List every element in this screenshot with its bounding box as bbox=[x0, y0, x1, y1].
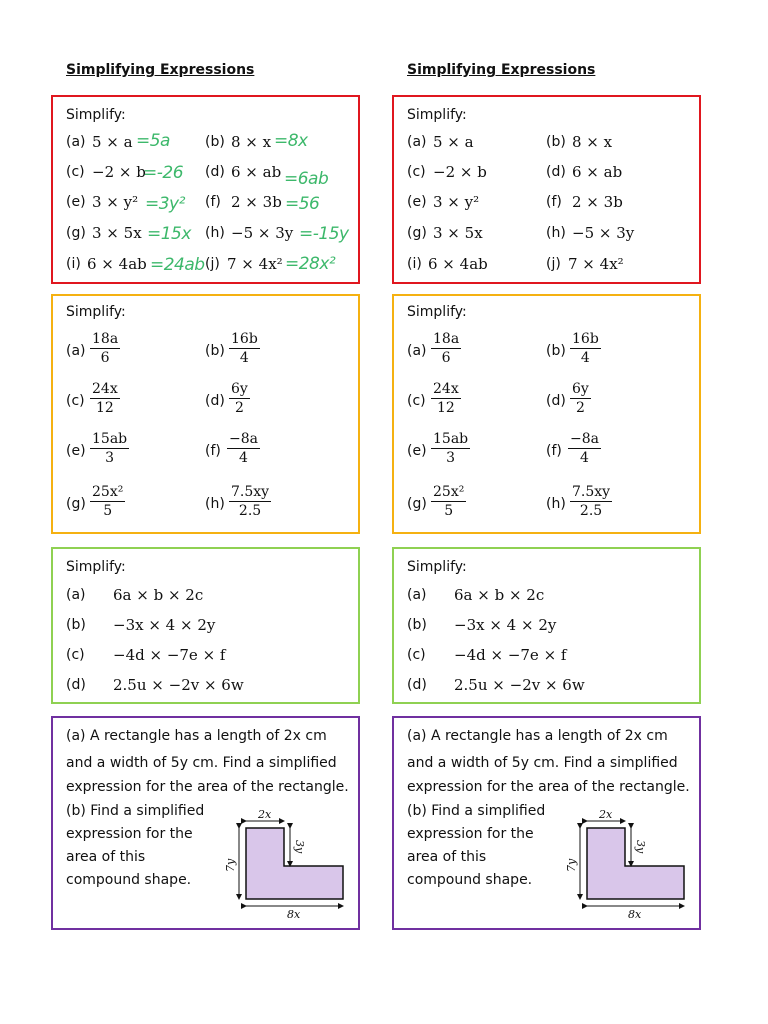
q1j-label: (j) bbox=[546, 256, 561, 272]
q1c-expr: −2 × b bbox=[92, 163, 146, 181]
q3a-expr: 6a × b × 2c bbox=[454, 586, 545, 604]
q1i-label: (i) bbox=[407, 256, 422, 272]
q2b-fraction: $\frac{16b}{4}$ bbox=[572, 331, 599, 366]
dim-top-label: 2x bbox=[258, 808, 272, 821]
prompt: Simplify: bbox=[66, 559, 126, 575]
q3c-label: (c) bbox=[407, 647, 426, 663]
q2h-fraction: $\frac{7.5xy}{2.5}$ bbox=[572, 484, 611, 519]
prompt: Simplify: bbox=[407, 304, 467, 320]
q1i-expr: 6 × 4ab bbox=[87, 255, 147, 273]
area-text-b: (b) Find a simplified expression for the area of this compound shape. bbox=[407, 803, 546, 888]
q1i-expr: 6 × 4ab bbox=[428, 255, 488, 273]
q1d-expr: 6 × ab bbox=[572, 163, 623, 181]
q2e-label: (e) bbox=[407, 443, 427, 459]
prompt: Simplify: bbox=[407, 559, 467, 575]
compound-shape-diagram bbox=[561, 808, 696, 923]
q1e-label: (e) bbox=[407, 194, 427, 210]
q1h-answer: =-15y bbox=[299, 224, 349, 244]
q2g-fraction: $\frac{\text{25x²}}{5}$ bbox=[92, 484, 124, 519]
q1a-answer: =5a bbox=[136, 131, 170, 151]
q3c-expr: −4d × −7e × f bbox=[454, 646, 567, 664]
dim-top-label: 2x bbox=[599, 808, 613, 821]
q1b-label: (b) bbox=[205, 134, 225, 150]
prompt: Simplify: bbox=[407, 107, 467, 123]
dim-bottom-label: 8x bbox=[628, 908, 642, 921]
q1h-label: (h) bbox=[546, 225, 566, 241]
q1e-expr: 3 × y² bbox=[433, 193, 480, 211]
q1f-answer: =56 bbox=[285, 194, 320, 214]
dim-bottom-label: 8x bbox=[287, 908, 301, 921]
q2d-fraction: $\frac{6y}{2}$ bbox=[572, 381, 589, 416]
q2h-label: (h) bbox=[546, 496, 566, 512]
q1i-label: (i) bbox=[66, 256, 81, 272]
q3a-expr: 6a × b × 2c bbox=[113, 586, 204, 604]
q1d-label: (d) bbox=[205, 164, 225, 180]
q2h-fraction: $\frac{7.5xy}{2.5}$ bbox=[231, 484, 270, 519]
q1a-label: (a) bbox=[66, 134, 86, 150]
q2d-fraction: $\frac{6y}{2}$ bbox=[231, 381, 248, 416]
q3b-label: (b) bbox=[66, 617, 86, 633]
q2a-fraction: $\frac{18a}{6}$ bbox=[92, 331, 119, 366]
prompt: Simplify: bbox=[66, 304, 126, 320]
q1j-expr: 7 × 4x² bbox=[227, 255, 283, 273]
q2g-label: (g) bbox=[407, 496, 427, 512]
q1e-label: (e) bbox=[66, 194, 86, 210]
q1d-label: (d) bbox=[546, 164, 566, 180]
q1g-label: (g) bbox=[407, 225, 427, 241]
q2g-fraction: $\frac{\text{25x²}}{5}$ bbox=[433, 484, 465, 519]
q1d-answer: =6ab bbox=[284, 169, 329, 189]
q3d-label: (d) bbox=[407, 677, 427, 693]
q2d-label: (d) bbox=[205, 393, 225, 409]
dim-right-label: 3y bbox=[293, 840, 306, 854]
q1h-expr: −5 × 3y bbox=[572, 224, 635, 242]
q1b-expr: 8 × x bbox=[231, 133, 272, 151]
l-shape bbox=[587, 828, 684, 899]
q1c-label: (c) bbox=[66, 164, 85, 180]
q3c-label: (c) bbox=[66, 647, 85, 663]
q2c-fraction: $\frac{24x}{12}$ bbox=[92, 381, 118, 416]
q2a-fraction: $\frac{18a}{6}$ bbox=[433, 331, 460, 366]
q1c-label: (c) bbox=[407, 164, 426, 180]
q1c-expr: −2 × b bbox=[433, 163, 487, 181]
q1h-label: (h) bbox=[205, 225, 225, 241]
q3a-label: (a) bbox=[66, 587, 86, 603]
area-text-a: (a) A rectangle has a length of 2x cm and a width of 5y cm. Find a simplified expression for the area of the rectangle. bbox=[66, 728, 349, 795]
q2h-label: (h) bbox=[205, 496, 225, 512]
q2f-label: (f) bbox=[205, 443, 221, 459]
q1g-expr: 3 × 5x bbox=[433, 224, 483, 242]
q1d-expr: 6 × ab bbox=[231, 163, 282, 181]
q2c-fraction: $\frac{24x}{12}$ bbox=[433, 381, 459, 416]
q2g-label: (g) bbox=[66, 496, 86, 512]
q2b-label: (b) bbox=[546, 343, 566, 359]
q2e-fraction: $\frac{15ab}{3}$ bbox=[433, 431, 469, 466]
q1f-label: (f) bbox=[546, 194, 562, 210]
q1f-expr: 2 × 3b bbox=[231, 193, 282, 211]
l-shape bbox=[246, 828, 343, 899]
dim-right-label: 3y bbox=[634, 840, 647, 854]
q1f-expr: 2 × 3b bbox=[572, 193, 623, 211]
q3b-expr: −3x × 4 × 2y bbox=[454, 616, 557, 634]
q1e-expr: 3 × y² bbox=[92, 193, 139, 211]
left-title: Simplifying Expressions bbox=[66, 62, 255, 78]
prompt: Simplify: bbox=[66, 107, 126, 123]
q2f-fraction: $\frac{-8a}{4}$ bbox=[229, 431, 258, 466]
q2f-fraction: $\frac{-8a}{4}$ bbox=[570, 431, 599, 466]
q3b-label: (b) bbox=[407, 617, 427, 633]
q1a-label: (a) bbox=[407, 134, 427, 150]
q2e-fraction: $\frac{15ab}{3}$ bbox=[92, 431, 128, 466]
q2c-label: (c) bbox=[407, 393, 426, 409]
area-text-b: (b) Find a simplified expression for the area of this compound shape. bbox=[66, 803, 205, 888]
right-title: Simplifying Expressions bbox=[407, 62, 596, 78]
q2b-label: (b) bbox=[205, 343, 225, 359]
q3c-expr: −4d × −7e × f bbox=[113, 646, 226, 664]
compound-shape-diagram bbox=[220, 808, 355, 923]
q2a-label: (a) bbox=[407, 343, 427, 359]
q3b-expr: −3x × 4 × 2y bbox=[113, 616, 216, 634]
q1b-label: (b) bbox=[546, 134, 566, 150]
q1g-answer: =15x bbox=[147, 224, 191, 244]
q1g-expr: 3 × 5x bbox=[92, 224, 142, 242]
q1b-answer: =8x bbox=[274, 131, 308, 151]
q3d-expr: 2.5u × −2v × 6w bbox=[454, 676, 585, 694]
q2c-label: (c) bbox=[66, 393, 85, 409]
q2e-label: (e) bbox=[66, 443, 86, 459]
dim-left-label: 7y bbox=[565, 858, 578, 872]
q1i-answer: =24ab bbox=[150, 255, 205, 275]
dim-left-label: 7y bbox=[224, 858, 237, 872]
q1b-expr: 8 × x bbox=[572, 133, 613, 151]
q3a-label: (a) bbox=[407, 587, 427, 603]
q1j-label: (j) bbox=[205, 256, 220, 272]
q2f-label: (f) bbox=[546, 443, 562, 459]
q1j-expr: 7 × 4x² bbox=[568, 255, 624, 273]
q1j-answer: =28x² bbox=[285, 254, 336, 274]
area-text-a: (a) A rectangle has a length of 2x cm and a width of 5y cm. Find a simplified expression for the area of the rectangle. bbox=[407, 728, 690, 795]
q1a-expr: 5 × a bbox=[433, 133, 474, 151]
q1f-label: (f) bbox=[205, 194, 221, 210]
q2a-label: (a) bbox=[66, 343, 86, 359]
q1a-expr: 5 × a bbox=[92, 133, 133, 151]
q1h-expr: −5 × 3y bbox=[231, 224, 294, 242]
q1e-answer: =3y² bbox=[145, 194, 185, 214]
q2b-fraction: $\frac{16b}{4}$ bbox=[231, 331, 258, 366]
q3d-expr: 2.5u × −2v × 6w bbox=[113, 676, 244, 694]
q1c-answer: =-26 bbox=[143, 163, 184, 183]
q2d-label: (d) bbox=[546, 393, 566, 409]
q3d-label: (d) bbox=[66, 677, 86, 693]
q1g-label: (g) bbox=[66, 225, 86, 241]
